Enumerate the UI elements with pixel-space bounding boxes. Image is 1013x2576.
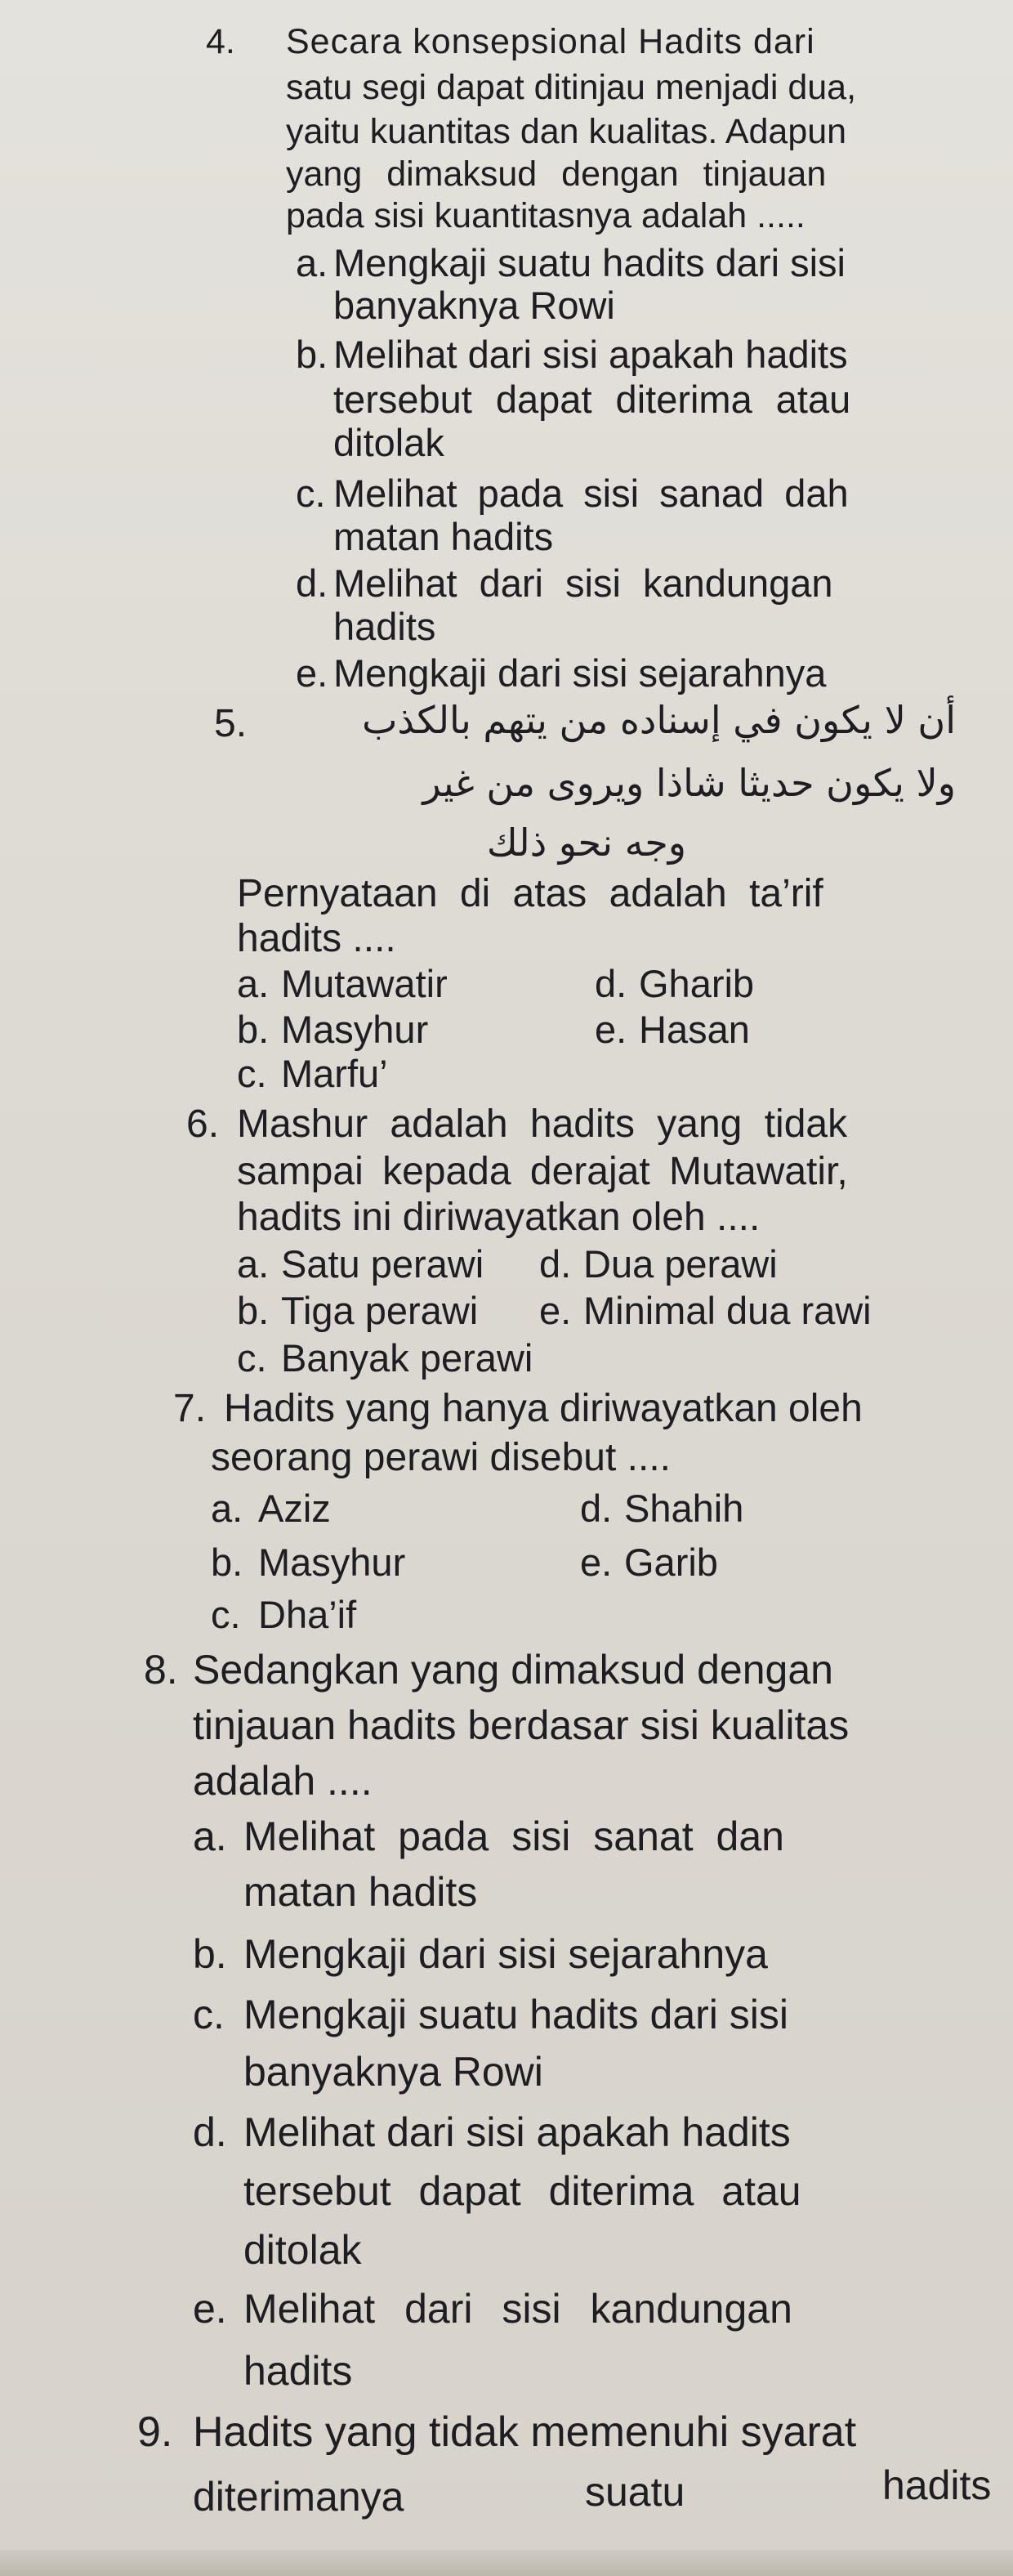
option-letter: b.: [296, 333, 328, 376]
option-letter: e.: [595, 1008, 627, 1051]
question-text-line: sampai kepada derajat Mutawatir,: [237, 1150, 848, 1193]
question-text-line: yang dimaksud dengan tinjauan: [286, 154, 827, 194]
option-text: matan hadits: [243, 1869, 478, 1915]
option-text: banyaknya Rowi: [243, 2049, 543, 2095]
option-letter: c.: [237, 1336, 267, 1380]
option-text: banyaknya Rowi: [333, 284, 615, 327]
option-text: Mengkaji dari sisi sejarahnya: [333, 651, 827, 695]
question-text-line: Hadits yang hanya diriwayatkan oleh: [224, 1387, 863, 1430]
option-text: Melihat dari sisi kandungan: [333, 561, 833, 605]
option-text: Hasan: [639, 1008, 750, 1051]
option-letter: e.: [580, 1541, 613, 1584]
question-text-line: seorang perawi disebut ....: [211, 1436, 671, 1479]
option-letter: d.: [296, 561, 328, 605]
option-text: Mutawatir: [281, 962, 448, 1005]
option-text: Dua perawi: [583, 1242, 778, 1286]
option-text: Melihat dari sisi kandungan: [243, 2286, 792, 2332]
option-letter: a.: [237, 962, 270, 1005]
option-text: ditolak: [243, 2227, 362, 2273]
option-text: Shahih: [624, 1487, 744, 1530]
option-text: Melihat pada sisi sanad dah: [333, 472, 849, 515]
option-text: Mengkaji dari sisi sejarahnya: [243, 1931, 768, 1977]
option-letter: a.: [296, 241, 328, 284]
question-number: 8.: [144, 1647, 178, 1693]
option-letter: d.: [595, 962, 627, 1005]
question-text-word: hadits: [882, 2462, 992, 2508]
option-letter: c.: [237, 1052, 267, 1095]
option-text: Marfu’: [281, 1052, 388, 1095]
option-text: Tiga perawi: [281, 1289, 479, 1332]
option-text: Melihat dari sisi apakah hadits: [333, 333, 848, 376]
question-text-line: hadits ini diriwayatkan oleh ....: [237, 1196, 761, 1239]
option-text: Masyhur: [258, 1541, 406, 1584]
option-text: Mengkaji suatu hadits dari sisi: [333, 241, 846, 284]
option-text: Gharib: [639, 962, 755, 1005]
question-number: 9.: [137, 2408, 173, 2456]
arabic-text-line: وجه نحو ذلك: [486, 821, 686, 865]
question-text-line: Sedangkan yang dimaksud dengan: [193, 1647, 833, 1693]
arabic-text-line: ولا يكون حديثا شاذا ويروى من غير: [422, 761, 956, 805]
option-text: Melihat dari sisi apakah hadits: [243, 2109, 791, 2155]
option-letter: e.: [193, 2286, 227, 2332]
option-letter: d.: [580, 1487, 613, 1530]
question-text-line: adalah ....: [193, 1758, 373, 1804]
question-text-line: hadits ....: [237, 917, 396, 960]
option-text: Dha’if: [258, 1593, 357, 1636]
question-number: 4.: [206, 22, 235, 61]
option-letter: b.: [237, 1008, 270, 1051]
option-letter: c.: [296, 472, 326, 515]
option-text: Masyhur: [281, 1008, 429, 1051]
option-text: Garib: [624, 1541, 718, 1584]
arabic-text-line: أن لا يكون في إسناده من يتهم بالكذب: [362, 698, 956, 742]
question-text-line: tinjauan hadits berdasar sisi kualitas: [193, 1702, 850, 1748]
question-text-line: satu segi dapat ditinjau menjadi dua,: [286, 68, 857, 107]
option-text: Mengkaji suatu hadits dari sisi: [243, 1992, 788, 2037]
question-text-line: pada sisi kuantitasnya adalah .....: [286, 196, 805, 235]
question-text-line: Pernyataan di atas adalah ta’rif: [237, 872, 823, 915]
question-text-line: Hadits yang tidak memenuhi syarat: [193, 2408, 857, 2456]
option-text: ditolak: [333, 421, 444, 464]
option-letter: b.: [193, 1931, 227, 1977]
question-text-line: yaitu kuantitas dan kualitas. Adapun: [286, 112, 847, 151]
option-letter: b.: [211, 1541, 243, 1584]
question-text-line: Secara konsepsional Hadits dari: [286, 22, 815, 61]
option-letter: a.: [193, 1813, 227, 1859]
question-number: 5.: [214, 702, 248, 745]
option-letter: c.: [211, 1593, 241, 1636]
option-letter: a.: [237, 1242, 270, 1286]
question-text-word: suatu: [585, 2469, 685, 2515]
option-text: tersebut dapat diterima atau: [333, 378, 851, 421]
option-text: hadits: [243, 2348, 353, 2394]
option-letter: d.: [539, 1242, 572, 1286]
option-text: Minimal dua rawi: [583, 1289, 872, 1332]
option-letter: d.: [193, 2109, 227, 2155]
option-text: Melihat pada sisi sanat dan: [243, 1813, 784, 1859]
question-text-word: diterimanya: [193, 2474, 404, 2520]
option-text: tersebut dapat diterima atau: [243, 2168, 801, 2214]
page-bottom-edge: [0, 2550, 1013, 2576]
option-text: Satu perawi: [281, 1242, 484, 1286]
question-text-line: Mashur adalah hadits yang tidak: [237, 1102, 848, 1146]
option-letter: e.: [296, 651, 328, 695]
question-number: 6.: [186, 1102, 220, 1146]
option-letter: c.: [193, 1992, 225, 2037]
option-text: matan hadits: [333, 515, 554, 558]
option-text: Banyak perawi: [281, 1336, 533, 1380]
option-letter: b.: [237, 1289, 270, 1332]
option-letter: a.: [211, 1487, 243, 1530]
option-letter: e.: [539, 1289, 572, 1332]
option-text: Aziz: [258, 1487, 331, 1530]
option-text: hadits: [333, 605, 436, 648]
question-number: 7.: [173, 1387, 207, 1430]
